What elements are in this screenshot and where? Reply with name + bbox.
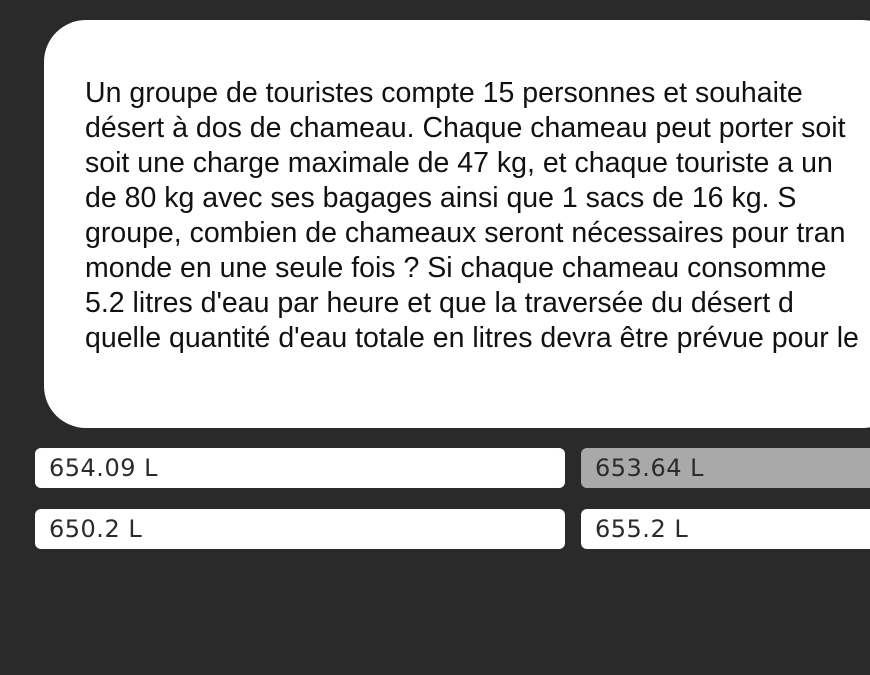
question-line: quelle quantité d'eau totale en litres devra être prévue pour le: [85, 322, 859, 354]
answer-option-d[interactable]: 655.2 L: [581, 509, 870, 549]
question-line: Un groupe de touristes compte 15 personnes et souhaite: [85, 77, 803, 109]
answer-option-c[interactable]: 650.2 L: [35, 509, 565, 549]
question-line: groupe, combien de chameaux seront nécessaires pour tran: [85, 217, 846, 249]
question-line: soit une charge maximale de 47 kg, et chaque touriste a un: [85, 147, 833, 179]
question-line: 5.2 litres d'eau par heure et que la traversée du désert d: [85, 287, 794, 319]
question-line: désert à dos de chameau. Chaque chameau peut porter soit: [85, 112, 846, 144]
question-line: de 80 kg avec ses bagages ainsi que 1 sacs de 16 kg. S: [85, 182, 797, 214]
answer-option-a[interactable]: 654.09 L: [35, 448, 565, 488]
question-text: [85, 76, 870, 356]
answer-option-b[interactable]: 653.64 L: [581, 448, 870, 488]
question-card: [44, 20, 870, 428]
question-line: monde en une seule fois ? Si chaque chameau consomme: [85, 252, 827, 284]
